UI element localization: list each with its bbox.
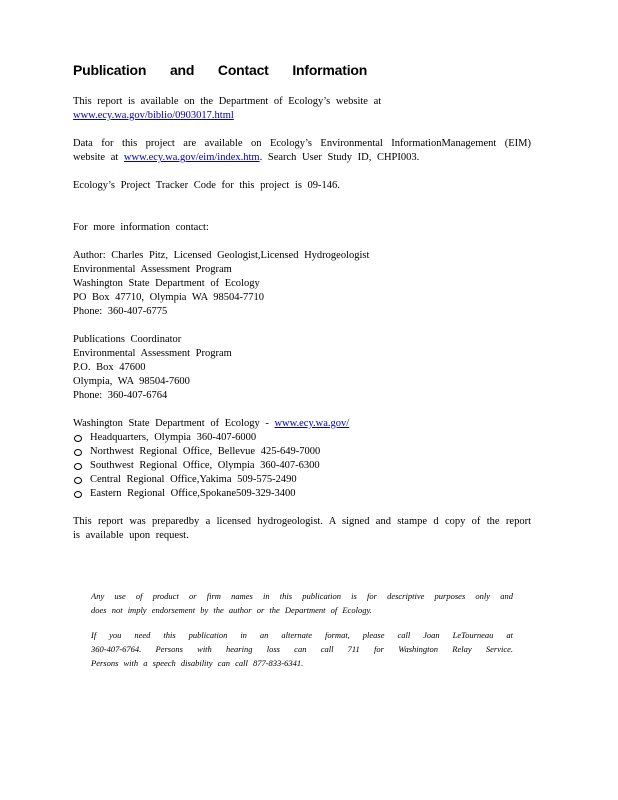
eim-prefix: website at: [73, 152, 119, 163]
eim-link[interactable]: www.ecy.wa.gov/eim/index.htm: [123, 152, 260, 163]
accessibility-line-3: Persons with a speech disability can call 877-833-6341.: [91, 658, 304, 668]
contact-intro: For more information contact:: [73, 222, 209, 233]
publications-contact: [73, 333, 531, 403]
bullet-icon: [74, 477, 82, 484]
department-line: [73, 417, 531, 431]
bullet-icon: [74, 491, 82, 498]
publications-phone: Phone: 360-407-6764: [73, 390, 168, 401]
page-title: Publication and Contact Information: [73, 62, 368, 78]
list-item: Central Regional Office,Yakima 509-575-2490: [73, 473, 531, 487]
biblio-link[interactable]: www.ecy.wa.gov/biblio/0903017.html: [73, 110, 234, 121]
department-link[interactable]: www.ecy.wa.gov/: [274, 418, 350, 429]
author-program: Environmental Assessment Program: [73, 264, 232, 275]
accessibility-line-1: If you need this publication in an alternate format, please call Joan LeTourneau at: [91, 630, 513, 640]
publications-title: Publications Coordinator: [73, 334, 182, 345]
prepared-line-1: This report was preparedby a licensed hydrogeologist. A signed and stampe d copy of the report: [73, 516, 531, 527]
tracker-code: Ecology’s Project Tracker Code for this project is 09-146.: [73, 180, 340, 191]
eim-paragraph: [73, 137, 531, 165]
publications-box: P.O. Box 47600: [73, 362, 146, 373]
department-text: Washington State Department of Ecology -: [73, 418, 275, 429]
prepared-line-2: is available upon request.: [73, 530, 189, 541]
footer-notes: [91, 589, 513, 670]
author-line: Author: Charles Pitz, Licensed Geologist,Licensed Hydrogeologist: [73, 250, 370, 261]
disclaimer-line-1: Any use of product or firm names in this publication is for descriptive purposes only and: [91, 591, 513, 601]
author-address: PO Box 47710, Olympia WA 98504-7710: [73, 292, 264, 303]
document-page: [73, 62, 531, 543]
availability-text: This report is available on the Department of Ecology’s website at: [73, 96, 382, 107]
list-item: Headquarters, Olympia 360-407-6000: [73, 431, 531, 445]
availability-paragraph: [73, 95, 531, 123]
eim-line-2: [73, 151, 531, 165]
publications-program: Environmental Assessment Program: [73, 348, 232, 359]
bullet-icon: [74, 435, 82, 442]
eim-line-1: Data for this project are available on Ecology’s Environmental InformationManagement (EIM): [73, 138, 531, 149]
bullet-icon: [74, 463, 82, 470]
prepared-paragraph: [73, 515, 531, 543]
list-item: Southwest Regional Office, Olympia 360-407-6300: [73, 459, 531, 473]
publications-city: Olympia, WA 98504-7600: [73, 376, 190, 387]
list-item: Eastern Regional Office,Spokane509-329-3400: [73, 487, 531, 501]
author-contact: [73, 249, 531, 319]
author-department: Washington State Department of Ecology: [73, 278, 260, 289]
bullet-icon: [74, 449, 82, 456]
accessibility-line-2: 360-407-6764. Persons with hearing loss can call 711 for Washington Relay Service.: [91, 644, 513, 654]
disclaimer: [91, 589, 513, 617]
accessibility-note: [91, 628, 513, 670]
list-item: Northwest Regional Office, Bellevue 425-649-7000: [73, 445, 531, 459]
eim-suffix: . Search User Study ID, CHPI003.: [259, 152, 420, 163]
author-phone: Phone: 360-407-6775: [73, 306, 168, 317]
offices-list: [73, 431, 531, 501]
disclaimer-line-2: does not imply endorsement by the author or the Department of Ecology.: [91, 605, 372, 615]
